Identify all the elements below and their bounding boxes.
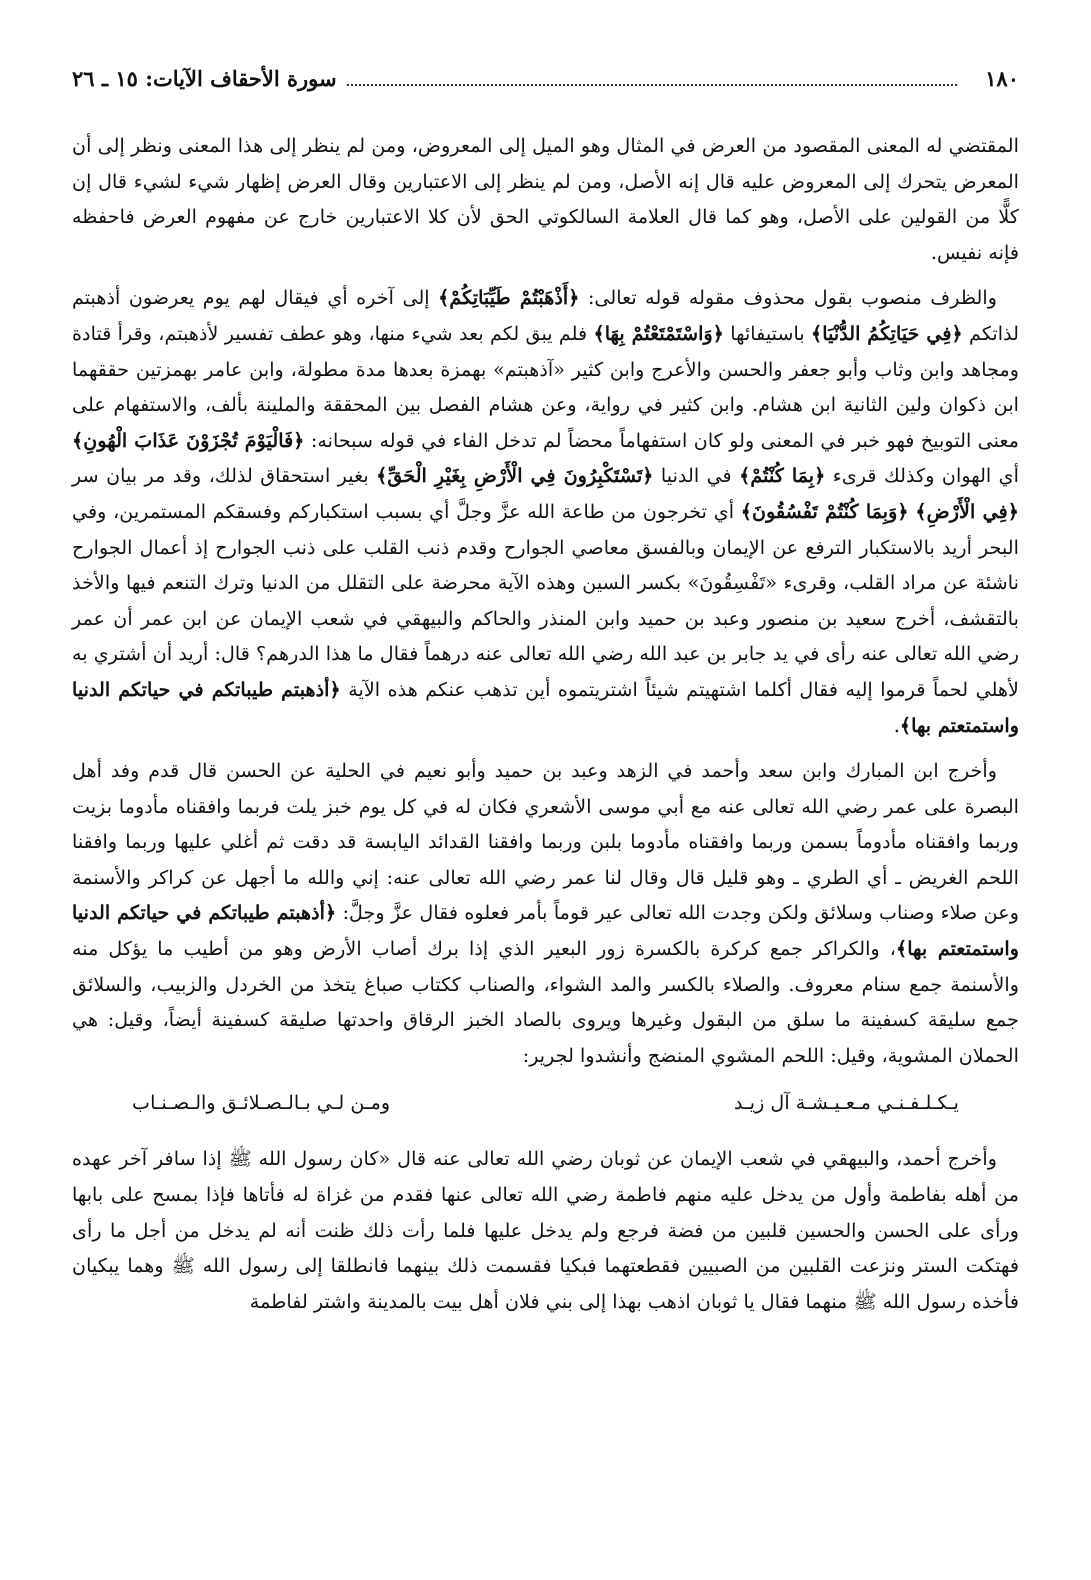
text-run: في الدنيا (653, 464, 740, 488)
quran-quote: ﴿وَاسْتَمْتَعْتُمْ بِهَا﴾ (593, 321, 724, 345)
text-run: وأخرج ابن المبارك وابن سعد وأحمد في الزهد وعبد بن حميد وأبو نعيم في الحلية عن الحسن قال قدم وفد أهل البصرة على عمر رضي الله تعالى عنه مع أبي موسى الأشعري فكان له في كل يوم خبز يلت فربما وافقناه مأدوما بزيت وربما وافقناه مأدوماً بسمن وربما وافقناه مأدوما بلبن وربما وافقنا القدائد اليابسة قد دقت ثم أغلي عليها وربما وافقنا اللحم الغريض ـ أي الطري ـ وهو قليل قال وقال لنا عمر رضي الله تعالى عنه: إني والله ما أجهل عن كراكر والأسنمة وعن صلاء وصناب وسلائق ولكن وجدت الله تعالى عير قوماً بأمر فعلوه فقال عزَّ وجلَّ: (72, 759, 1019, 925)
quran-quote: ﴿أذهبتم طيباتكم في حياتكم الدنيا واستمتعتم بها﴾ (72, 677, 1019, 737)
text-run: أي تخرجون من طاعة الله عزَّ وجلَّ أي بسبب استكباركم وفسقكم المستمرين، وفي البحر أريد بالاستكبار الترفع عن الإيمان وبالفسق معاصي الجوارح وقدم ذنب القلب على ذنب الجوارح إذ أعمال الجوارح ناشئة عن مراد القلب، وقرىء «تَفْسِقُونَ» بكسر السين وهذه الآية محرضة على التقلل من الدنيا وترك التنعم فيها والأخذ بالتقشف، أخرج سعيد بن منصور وعبد بن حميد وابن المنذر والحاكم والبيهقي في شعب الإيمان عن ابن عمر أن عمر رضي الله تعالى عنه رأى في يد جابر بن عبد الله رضي الله تعالى عنه درهماً فقال ما هذا الدرهم؟ قال: أريد أن أشتري به لأهلي لحماً قرموا إليه فقال أكلما اشتهيتم شيئاً اشتريتموه أين تذهب عنكم هذه الآية (72, 499, 1019, 701)
quran-quote: ﴿فِي الْأَرْضِ﴾ (915, 499, 1019, 523)
text-run: باستيفائها (724, 321, 811, 345)
text-run: . (893, 713, 900, 737)
paragraph-3 (72, 753, 1019, 1073)
poem-verse (132, 1083, 959, 1123)
text-run: والظرف منصوب بقول محذوف مقوله قوله تعالى: (579, 286, 998, 310)
quran-quote: ﴿أذهبتم طيباتكم في حياتكم الدنيا واستمتعتم بها﴾ (72, 901, 1019, 961)
quran-quote: ﴿فَالْيَوْمَ تُجْزَوْنَ عَذَابَ الْهُونِ﴾ (72, 428, 305, 452)
poem-hemistich-2: ومـن لـي بـالـصـلائـق والـصـنـاب (132, 1091, 391, 1115)
paragraph-1: المقتضي له المعنى المقصود من العرض في المثال وهو الميل إلى المعروض، ومن لم ينظر إلى هذا المعنى ونظر إلى أن المعرض يتحرك إلى المعروض عليه قال إنه الأصل، ومن لم ينظر إلى الاعتبارين وقال العرض إظهار شيء لشيء قال إن كلًّا من القولين على الأصل، وهو كما قال العلامة السالكوتي الحق لأن كلا الاعتبارين خارج عن مفهوم العرض فاحفظه فإنه نفيس. (72, 134, 1019, 264)
header-dot-leader (347, 83, 958, 86)
quran-quote: ﴿وَبِمَا كُنْتُمْ تَفْسُقُونَ﴾ (740, 499, 909, 523)
quran-quote: ﴿تَسْتَكْبِرُونَ فِي الْأَرْضِ بِغَيْرِ الْحَقِّ﴾ (376, 464, 654, 488)
main-text (72, 128, 1019, 1329)
running-header (72, 66, 1019, 100)
quran-quote: ﴿بِمَا كُنْتُمْ﴾ (739, 464, 826, 488)
text-run: ، والكراكر جمع كركرة بالكسرة زور البعير الذي إذا برك أصاب الأرض وهو من أطيب ما يؤكل منه والأسنمة جمع سنام معروف. والصلاء بالكسر والمد الشواء، والصناب ككتاب صباغ يتخذ من الخردل والزبيب، والسلائق جمع سليقة كسفينة ما سلق من البقول وغيرها ويروى بالصاد الخبز الرقاق واحدتها صليقة كسفينة أيضاً، وقيل: هي الحملان المشوية، وقيل: اللحم المشوي المنضج وأنشدوا لجرير: (72, 937, 1019, 1067)
page-number: ١٨٠ (985, 66, 1019, 91)
poem-hemistich-1: يـكـلـفـنـي مـعـيـشـة آل زيـد (734, 1091, 959, 1115)
text-run: أي الهوان وكذلك قرىء (825, 464, 1020, 488)
quran-quote: ﴿فِي حَيَاتِكُمُ الدُّنْيَا﴾ (810, 321, 963, 345)
paragraph-4: وأخرج أحمد، والبيهقي في شعب الإيمان عن ثوبان رضي الله تعالى عنه قال «كان رسول الله ﷺ إذا سافر آخر عهده من أهله بفاطمة وأول من يدخل عليه منهم فاطمة رضي الله تعالى عنها فقدم من غزاة له فأتاها فإذا بمسح على بابها ورأى على الحسن والحسين قلبين من فضة فرجع ولم يدخل عليها فلما رأت ذلك ظنت أنه لم يدخل من أجل ما رأى فهتكت الستر ونزعت القلبين من الصبيين فقطعتهما فبكيا فقسمت ذلك بينهما فانطلقا إلى رسول الله ﷺ وهما يبكيان فأخذه رسول الله ﷺ منهما فقال يا ثوبان اذهب بهذا إلى بني فلان أهل بيت بالمدينة واشتر لفاطمة (72, 1147, 1019, 1313)
paragraph-2 (72, 280, 1019, 743)
text-run: فلم يبق لكم بعد شيء منها، وهو عطف تفسير لأذهبتم، وقرأ قتادة ومجاهد وابن وثاب وأبو جعفر والحسن والأعرج وابن كثير «آذهبتم» بهمزة بعدها مدة مطولة، وابن عامر بهمزتين حققهما ابن ذكوان ولين الثانية ابن هشام. وابن كثير في رواية، وعن هشام الفصل بين المحققة والملينة بألف، والاستفهام على معنى التوبيخ فهو خبر في المعنى ولو كان استفهاماً محضاً لم تدخل الفاء في قوله سبحانه: (72, 321, 1019, 452)
quran-quote: ﴿أَذْهَبْتُمْ طَيِّبَاتِكُمْ﴾ (438, 286, 580, 310)
sura-title: سورة الأحقاف الآيات: ١٥ ـ ٢٦ (72, 66, 337, 91)
text-run: إلى آخره أي فيقال لهم يوم يعرضون أذهبتم لذاتكم (72, 286, 1020, 345)
text-run: بغير استحقاق لذلك، وقد مر بيان سر (72, 464, 377, 488)
